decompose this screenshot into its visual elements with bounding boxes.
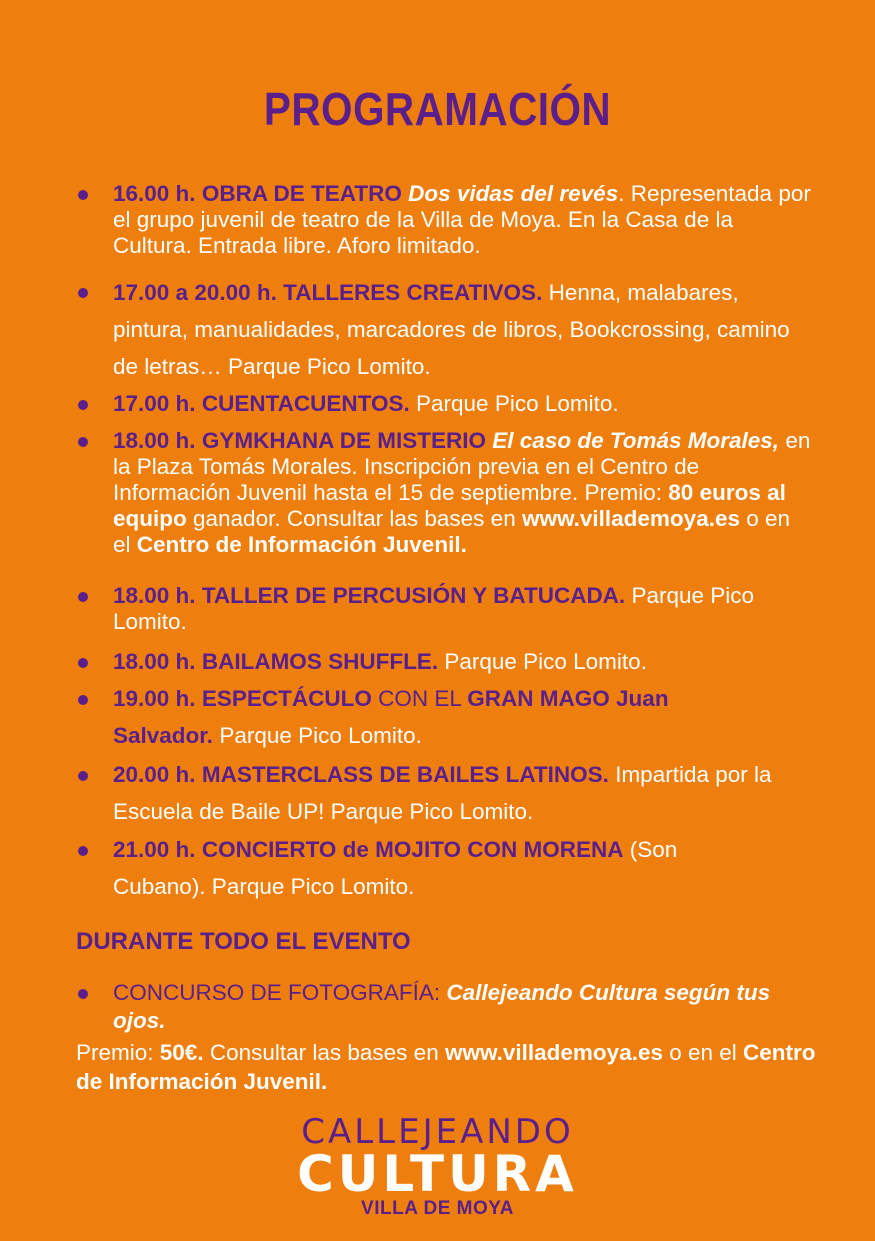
- event-details: Impartida por la Escuela de Baile UP! Parque Pico Lomito.: [113, 762, 772, 824]
- bullet-icon: [78, 695, 88, 705]
- event-name: CUENTACUENTOS.: [201, 391, 410, 416]
- logo-sub-text: VILLA DE MOYA: [361, 1198, 514, 1219]
- website-link[interactable]: www.villademoya.es: [444, 1040, 663, 1065]
- event-time: 19.00 h.: [113, 686, 196, 711]
- event-name: TALLER DE PERCUSIÓN Y BATUCADA.: [201, 583, 626, 608]
- bullet-icon: [78, 989, 88, 999]
- event-time: 18.00 h.: [113, 649, 196, 674]
- event-details: Parque Pico Lomito.: [213, 723, 422, 748]
- event-time: 17.00 h.: [113, 391, 196, 416]
- event-time: 18.00 h.: [113, 428, 196, 453]
- event-details: Cubano). Parque Pico Lomito.: [113, 874, 415, 899]
- logo-top-text: CALLEJEANDO: [301, 1112, 574, 1152]
- contest-details: Premio: 50€. Consultar las bases en www.villademoya.es o en el Centro de Información Juvenil.: [76, 1040, 816, 1094]
- bullet-icon: [78, 437, 88, 447]
- event-details: Henna, malabares, pintura, manualidades, marcadores de libros, Bookcrossing, camino de letras… Parque Pico Lomito.: [113, 280, 790, 379]
- event-time: 16.00 h.: [113, 181, 196, 206]
- bullet-icon: [78, 592, 88, 602]
- event-name-2: GRAN MAGO: [467, 686, 610, 711]
- event-time: 17.00 a 20.00 h.: [113, 280, 277, 305]
- contest-name: CONCURSO DE FOTOGRAFÍA:: [113, 980, 441, 1005]
- event-title: El caso de Tomás Morales,: [492, 428, 780, 453]
- event-name: MASTERCLASS DE BAILES LATINOS.: [201, 762, 609, 787]
- event-name: BAILAMOS SHUFFLE.: [201, 649, 439, 674]
- logo-main-text: CULTURA: [297, 1145, 578, 1203]
- info-center: Centro de Información Juvenil.: [76, 1040, 816, 1094]
- event-time: 20.00 h.: [113, 762, 196, 787]
- website-link[interactable]: www.villademoya.es: [521, 506, 740, 531]
- bullet-icon: [78, 190, 88, 200]
- event-time: 18.00 h.: [113, 583, 196, 608]
- event-title: Dos vidas del revés: [408, 181, 619, 206]
- bullet-icon: [78, 288, 88, 298]
- event-name: GYMKHANA DE MISTERIO: [201, 428, 487, 453]
- event-details: Parque Pico Lomito.: [438, 649, 647, 674]
- event-details: en la Plaza Tomás Morales. Inscripción previa en el Centro de Información Juvenil hasta el 15 de septiembre. Premio:: [113, 428, 811, 505]
- event-details: Parque Pico Lomito.: [409, 391, 619, 416]
- bullet-icon: [78, 658, 88, 668]
- event-name: CONCIERTO de MOJITO CON MORENA: [201, 837, 624, 862]
- event-time: 21.00 h.: [113, 837, 196, 862]
- bullet-icon: [78, 771, 88, 781]
- prize-amount: 50€.: [159, 1040, 204, 1065]
- performer-name: Juan Salvador.: [113, 686, 669, 748]
- event-logo: [0, 1112, 875, 1220]
- event-name: TALLERES CREATIVOS.: [283, 280, 543, 305]
- page-title: PROGRAMACIÓN: [263, 83, 612, 135]
- bullet-icon: [78, 400, 88, 410]
- section-title: DURANTE TODO EL EVENTO: [76, 928, 411, 955]
- contest-title: Callejeando Cultura según tus ojos.: [113, 980, 771, 1033]
- info-center: Centro de Información Juvenil.: [136, 532, 467, 557]
- event-name: OBRA DE TEATRO: [201, 181, 402, 206]
- event-details: Parque Pico Lomito.: [113, 583, 755, 634]
- event-details: . Representada por el grupo juvenil de teatro de la Villa de Moya. En la Casa de la Cultura. Entrada libre. Aforo limitado.: [113, 181, 811, 258]
- bullet-icon: [78, 846, 88, 856]
- event-name: ESPECTÁCULO: [201, 686, 372, 711]
- prize-amount: 80 euros al equipo: [113, 480, 786, 531]
